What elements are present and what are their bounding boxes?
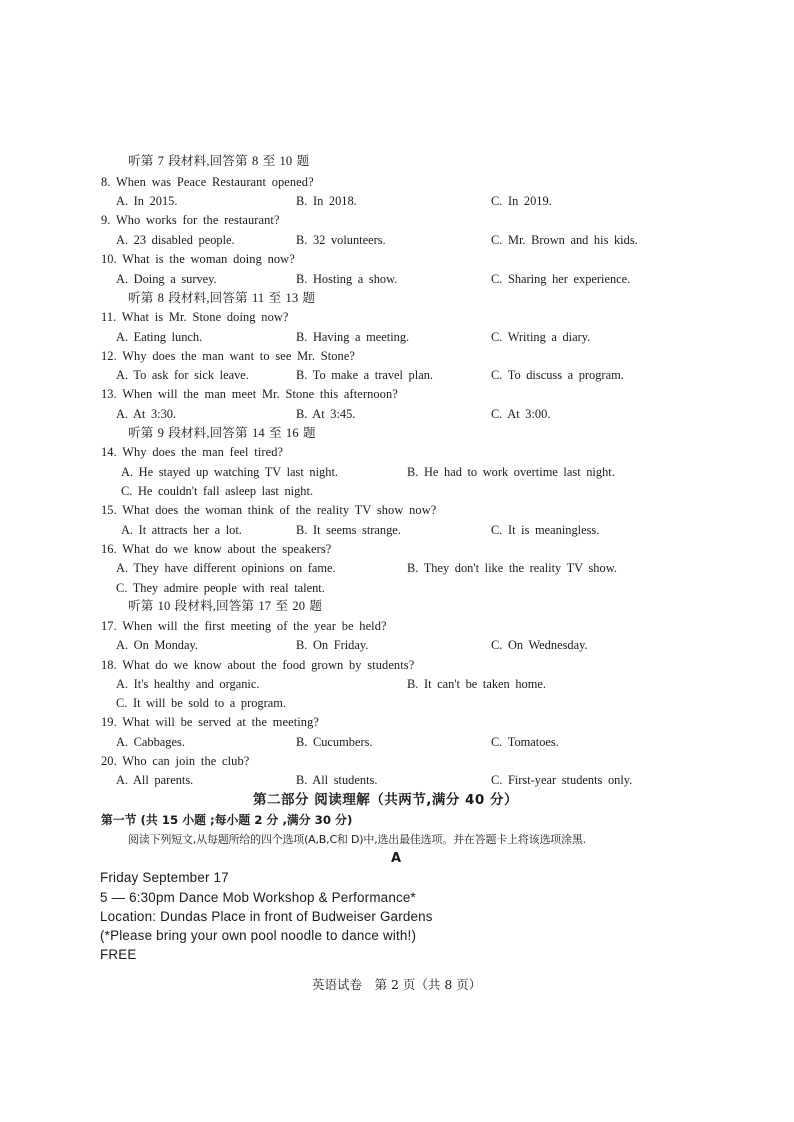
question-16-option-b: B. They don't like the reality TV show. [407, 561, 617, 575]
reading-instructions: 阅读下列短文,从每题所给的四个选项(A,B,C和 D)中,选出最佳选项。并在答题卡上将该选项涂黑. [128, 833, 586, 846]
question-10-stem: 10. What is the woman doing now? [101, 252, 295, 266]
question-9-option-c: C. Mr. Brown and his kids. [491, 233, 638, 247]
page-footer: 英语试卷 第 2 页（共 8 页） [312, 977, 482, 992]
question-14-option-c: C. He couldn't fall asleep last night. [121, 484, 314, 498]
listening-section-8-heading: 听第 8 段材料,回答第 11 至 13 题 [128, 291, 316, 305]
question-15-stem: 15. What does the woman think of the reality TV show now? [101, 503, 437, 517]
question-13-stem: 13. When will the man meet Mr. Stone this afternoon? [101, 387, 398, 401]
question-12-option-a: A. To ask for sick leave. [116, 368, 249, 382]
question-10-option-b: B. Hosting a show. [296, 272, 398, 286]
question-14-option-b: B. He had to work overtime last night. [407, 465, 615, 479]
listening-section-10-heading: 听第 10 段材料,回答第 17 至 20 题 [128, 599, 323, 613]
reading-section-1-heading: 第一节 (共 15 小题 ;每小题 2 分 ,满分 30 分) [101, 813, 353, 827]
question-17-option-a: A. On Monday. [116, 638, 198, 652]
question-16-option-c: C. They admire people with real talent. [116, 581, 325, 595]
question-13-option-c: C. At 3:00. [491, 407, 551, 421]
question-18-stem: 18. What do we know about the food grown by students? [101, 658, 415, 672]
passage-a-line-3: Location: Dundas Place in front of Budweiser Gardens [100, 909, 433, 924]
question-11-option-c: C. Writing a diary. [491, 330, 591, 344]
question-12-stem: 12. Why does the man want to see Mr. Stone? [101, 349, 356, 363]
question-19-option-a: A. Cabbages. [116, 735, 185, 749]
question-14-stem: 14. Why does the man feel tired? [101, 445, 284, 459]
reading-part-title: 第二部分 阅读理解（共两节,满分 40 分） [253, 792, 519, 808]
listening-section-9-heading: 听第 9 段材料,回答第 14 至 16 题 [128, 426, 316, 440]
question-19-option-c: C. Tomatoes. [491, 735, 559, 749]
question-13-option-a: A. At 3:30. [116, 407, 177, 421]
question-16-stem: 16. What do we know about the speakers? [101, 542, 332, 556]
question-18-option-a: A. It's healthy and organic. [116, 677, 260, 691]
question-20-option-a: A. All parents. [116, 773, 194, 787]
question-14-option-a: A. He stayed up watching TV last night. [121, 465, 338, 479]
question-9-option-a: A. 23 disabled people. [116, 233, 235, 247]
passage-a-line-5: FREE [100, 947, 137, 962]
question-8-option-c: C. In 2019. [491, 194, 552, 208]
question-18-option-c: C. It will be sold to a program. [116, 696, 286, 710]
question-11-stem: 11. What is Mr. Stone doing now? [101, 310, 289, 324]
question-18-option-b: B. It can't be taken home. [407, 677, 546, 691]
question-20-stem: 20. Who can join the club? [101, 754, 250, 768]
question-19-stem: 19. What will be served at the meeting? [101, 715, 319, 729]
question-15-option-a: A. It attracts her a lot. [121, 523, 242, 537]
question-9-option-b: B. 32 volunteers. [296, 233, 386, 247]
passage-a-line-2: 5 — 6:30pm Dance Mob Workshop & Performance* [100, 890, 416, 905]
question-17-option-b: B. On Friday. [296, 638, 369, 652]
question-16-option-a: A. They have different opinions on fame. [116, 561, 336, 575]
question-12-option-c: C. To discuss a program. [491, 368, 624, 382]
question-17-option-c: C. On Wednesday. [491, 638, 588, 652]
question-15-option-b: B. It seems strange. [296, 523, 401, 537]
passage-a-line-1: Friday September 17 [100, 870, 229, 885]
question-10-option-c: C. Sharing her experience. [491, 272, 631, 286]
question-11-option-b: B. Having a meeting. [296, 330, 410, 344]
question-9-stem: 9. Who works for the restaurant? [101, 213, 280, 227]
question-8-option-a: A. In 2015. [116, 194, 178, 208]
question-20-option-b: B. All students. [296, 773, 378, 787]
passage-a-label: A [391, 851, 402, 866]
question-15-option-c: C. It is meaningless. [491, 523, 600, 537]
question-17-stem: 17. When will the first meeting of the year be held? [101, 619, 387, 633]
question-10-option-a: A. Doing a survey. [116, 272, 217, 286]
question-19-option-b: B. Cucumbers. [296, 735, 373, 749]
question-8-option-b: B. In 2018. [296, 194, 357, 208]
question-13-option-b: B. At 3:45. [296, 407, 356, 421]
question-20-option-c: C. First-year students only. [491, 773, 633, 787]
listening-section-7-heading: 听第 7 段材料,回答第 8 至 10 题 [128, 154, 310, 168]
passage-a-line-4: (*Please bring your own pool noodle to dance with!) [100, 928, 417, 943]
question-11-option-a: A. Eating lunch. [116, 330, 203, 344]
question-8-stem: 8. When was Peace Restaurant opened? [101, 175, 314, 189]
question-12-option-b: B. To make a travel plan. [296, 368, 433, 382]
